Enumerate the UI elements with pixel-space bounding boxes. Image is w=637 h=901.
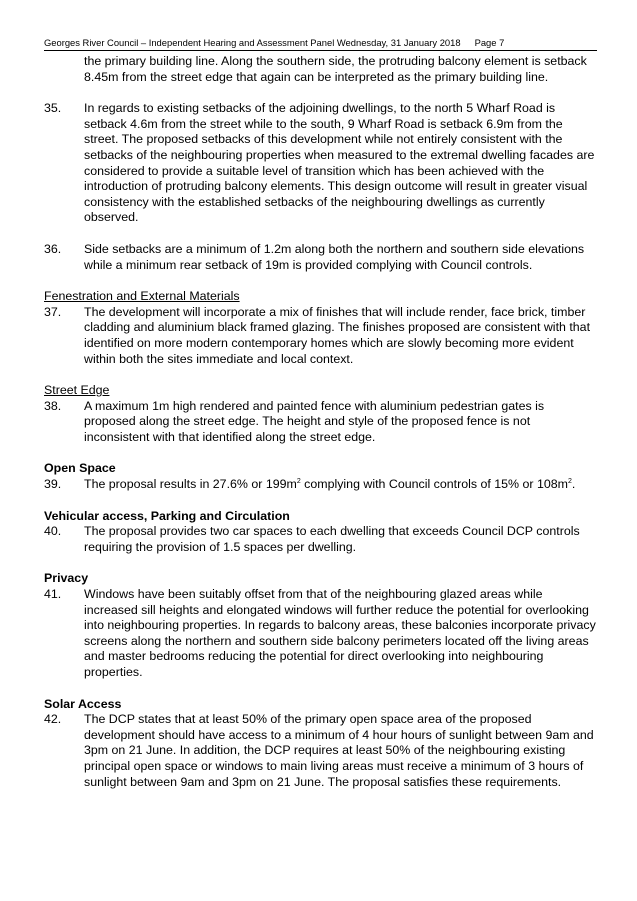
section-heading-solar-access: Solar Access	[44, 696, 122, 711]
page-header	[44, 37, 597, 51]
paragraph-41	[44, 587, 597, 681]
paragraph-text: The DCP states that at least 50% of the primary open space area of the proposed development should have access to a minimum of 4 hour hours of sunlight between 9am and 3pm on 21 June. In addition, the DCP requires at least 50% of the neighbouring existing principal open space or windows to main living areas must receive a minimum of 3 hours of sunlight between 9am and 3pm on 21 June. The proposal satisfies these requirements.	[84, 712, 594, 789]
paragraph-number: 35.	[44, 101, 62, 116]
paragraph-number: 38.	[44, 398, 62, 413]
paragraph-39	[44, 477, 597, 493]
paragraph-text: A maximum 1m high rendered and painted fence with aluminium pedestrian gates is proposed along the street edge. The height and style of the proposed fence is not inconsistent with that identified along the street edge.	[84, 398, 545, 444]
section-heading-vehicular: Vehicular access, Parking and Circulation	[44, 508, 290, 523]
section-heading-privacy: Privacy	[44, 571, 89, 586]
paragraph-text: Side setbacks are a minimum of 1.2m along both the northern and southern side elevations while a minimum rear setback of 19m is provided complying with Council controls.	[84, 241, 585, 272]
paragraph-37	[44, 305, 597, 367]
paragraph-number: 42.	[44, 712, 62, 727]
paragraph-text: Windows have been suitably offset from that of the neighbouring glazed areas while increased sill heights and elongated windows will further reduce the potential for overlooking into neighbouring properties. In regards to balcony areas, these balconies incorporate privacy screens along the northern and southern side balcony perimeters located off the living areas and master bedrooms reducing the potential for direct overlooking into neighbouring properties.	[84, 587, 596, 679]
superscript: 2	[296, 478, 301, 486]
paragraph-36	[44, 242, 597, 273]
paragraph-number: 37.	[44, 304, 62, 319]
paragraph-number: 40.	[44, 524, 62, 539]
paragraph-text: The development will incorporate a mix of finishes that will include render, face brick, timber cladding and aluminium black framed glazing. The finishes proposed are consistent with that identified on more modern contemporary homes which are slowly becoming more evident within both the sites immediate and local context.	[84, 304, 591, 366]
paragraph-number: 36.	[44, 241, 62, 256]
paragraph-text	[84, 477, 575, 491]
text-fragment: complying with Council controls of 15% or 108m	[300, 477, 568, 492]
paragraph-number: 39.	[44, 477, 62, 492]
text-fragment: .	[571, 477, 576, 492]
paragraph-35	[44, 101, 597, 226]
superscript: 2	[567, 478, 572, 486]
paragraph-40	[44, 524, 597, 555]
section-heading-street-edge: Street Edge	[44, 383, 110, 398]
page-number: Page 7	[474, 37, 505, 48]
paragraph-38	[44, 399, 597, 446]
paragraph-number: 41.	[44, 587, 62, 602]
paragraph-continuation	[44, 54, 597, 85]
section-heading-fenestration: Fenestration and External Materials	[44, 289, 240, 304]
section-heading-open-space: Open Space	[44, 461, 116, 476]
document-body	[44, 54, 597, 806]
paragraph-text: the primary building line. Along the southern side, the protruding balcony element is setback 8.45m from the street edge that again can be interpreted as the primary building line.	[84, 54, 587, 84]
header-title: Georges River Council – Independent Hearing and Assessment Panel Wednesday, 31 January 2018	[44, 37, 461, 48]
paragraph-text: In regards to existing setbacks of the adjoining dwellings, to the north 5 Wharf Road is setback 4.6m from the street while to the south, 9 Wharf Road is setback 6.9m from the street. The proposed setbacks of this development while not entirely consistent with the setbacks of the neighbouring properties when measured to the extremal dwelling facades are considered to provide a suitable level of transition which has been achieved with the introduction of protruding balcony elements. This design outcome will result in greater visual consistency with the established setbacks of the neighbouring dwellings as currently observed.	[84, 101, 595, 225]
text-fragment: The proposal results in 27.6% or 199m	[84, 477, 297, 492]
paragraph-42	[44, 712, 597, 790]
paragraph-text: The proposal provides two car spaces to each dwelling that exceeds Council DCP controls requiring the provision of 1.5 spaces per dwelling.	[84, 524, 580, 554]
